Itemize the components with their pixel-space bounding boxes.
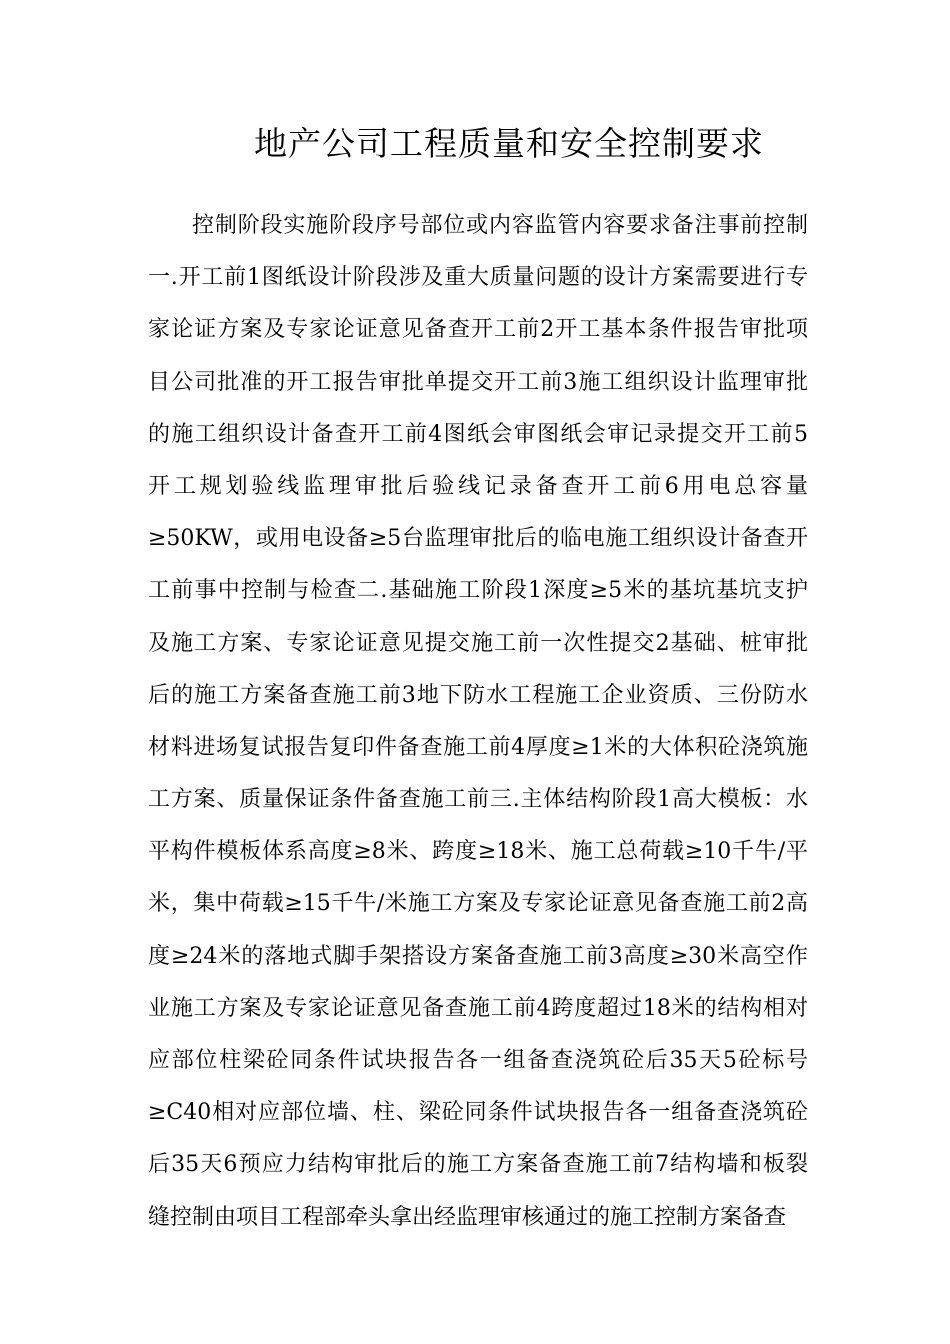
- body-line: 工前事中控制与检查二.基础施工阶段1深度≥5米的基坑基坑支护: [148, 578, 808, 604]
- body-line: 后35天6预应力结构审批后的施工方案备查施工前7结构墙和板裂: [148, 1152, 808, 1178]
- body-line: 控制阶段实施阶段序号部位或内容监管内容要求备注事前控制: [192, 213, 808, 238]
- body-line: 后的施工方案备查施工前3地下防水工程施工企业资质、三份防水: [148, 682, 808, 708]
- body-line: ≥C40相对应部位墙、柱、梁砼同条件试块报告各一组备查浇筑砼: [148, 1100, 808, 1126]
- body-line: 开工规划验线监理审批后验线记录备查开工前6用电总容量: [148, 473, 808, 499]
- body-line: 工方案、质量保证条件备查施工前三.主体结构阶段1高大模板：水: [148, 787, 808, 813]
- body-line: 平构件模板体系高度≥8米、跨度≥18米、施工总荷载≥10千牛/平: [148, 839, 808, 865]
- body-line: 的施工组织设计备查开工前4图纸会审图纸会审记录提交开工前5: [148, 421, 808, 447]
- body-line: 应部位柱梁砼同条件试块报告各一组备查浇筑砼后35天5砼标号: [148, 1048, 808, 1073]
- document-title: 地产公司工程质量和安全控制要求: [254, 124, 764, 163]
- body-line: 米，集中荷载≥15千牛/米施工方案及专家论证意见备查施工前2高: [148, 891, 808, 917]
- body-line: 一.开工前1图纸设计阶段涉及重大质量问题的设计方案需要进行专: [148, 265, 808, 291]
- body-line: 家论证方案及专家论证意见备查开工前2开工基本条件报告审批项: [148, 317, 808, 343]
- body-line: 及施工方案、专家论证意见提交施工前一次性提交2基础、桩审批: [148, 630, 808, 656]
- body-line: 缝控制由项目工程部牵头拿出经监理审核通过的施工控制方案备查: [148, 1204, 787, 1230]
- body-line: 材料进场复试报告复印件备查施工前4厚度≥1米的大体积砼浇筑施: [148, 734, 808, 760]
- body-line: 度≥24米的落地式脚手架搭设方案备查施工前3高度≥30米高空作: [148, 943, 808, 969]
- body-line: 业施工方案及专家论证意见备查施工前4跨度超过18米的结构相对: [148, 995, 808, 1021]
- body-line: ≥50KW，或用电设备≥5台监理审批后的临电施工组织设计备查开: [148, 526, 808, 552]
- document-body: [148, 200, 808, 1244]
- body-line: 目公司批准的开工报告审批单提交开工前3施工组织设计监理审批: [148, 369, 808, 395]
